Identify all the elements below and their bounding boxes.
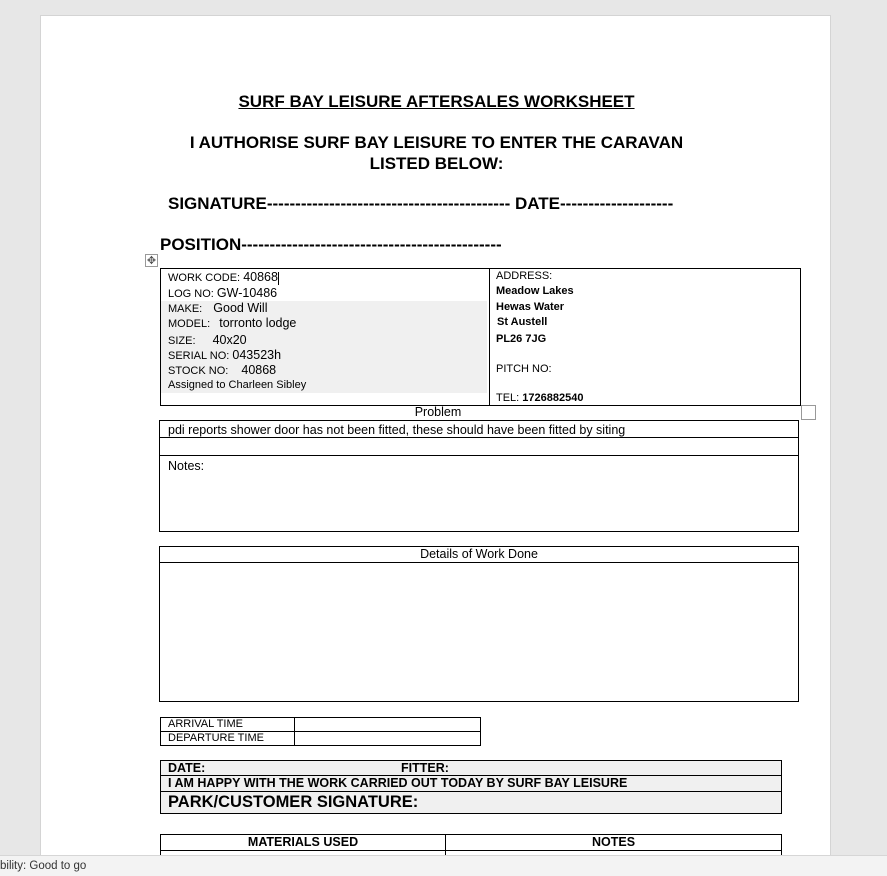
authorisation-line-2: LISTED BELOW: [369, 154, 504, 173]
signature-date-line: SIGNATURE------------------------------------------- DATE-------------------- [168, 194, 674, 213]
serial-value: 043523h [232, 348, 282, 362]
work-code-row: WORK CODE: 40868 [168, 270, 278, 284]
problem-heading: Problem [414, 405, 462, 419]
address-line-1: Meadow Lakes [496, 285, 574, 297]
work-done-table [159, 546, 799, 702]
work-code-value[interactable]: 40868 [243, 270, 278, 284]
size-row: SIZE: 40x20 [168, 333, 247, 347]
document-page [40, 15, 831, 860]
size-value: 40x20 [212, 333, 247, 347]
caravan-info-table [160, 268, 801, 406]
materials-used-header: MATERIALS USED [247, 835, 359, 849]
authorisation-line-1: I AUTHORISE SURF BAY LEISURE TO ENTER THE CARAVAN [189, 133, 684, 152]
tel-row: TEL: 1726882540 [496, 392, 584, 404]
tel-value: 1726882540 [522, 392, 584, 404]
log-no-row: LOG NO: GW-10486 [168, 286, 278, 300]
address-line-2: Hewas Water [496, 301, 565, 313]
time-table [160, 717, 481, 746]
document-title: SURF BAY LEISURE AFTERSALES WORKSHEET [238, 92, 635, 111]
address-line-4: PL26 7JG [496, 333, 547, 345]
make-value: Good Will [213, 301, 268, 315]
model-value: torronto lodge [219, 316, 297, 330]
problem-table [159, 420, 799, 532]
happy-statement: I AM HAPPY WITH THE WORK CARRIED OUT TODAY BY SURF BAY LEISURE [168, 776, 628, 790]
assigned-to: Assigned to Charleen Sibley [168, 379, 307, 391]
pitch-no-label: PITCH NO: [496, 363, 552, 375]
table-end-marker [801, 405, 816, 420]
stock-value: 40868 [241, 363, 277, 377]
work-done-heading: Details of Work Done [160, 547, 798, 563]
address-label: ADDRESS: [496, 270, 553, 282]
arrival-time-label: ARRIVAL TIME [168, 718, 243, 730]
date-label: DATE: [168, 761, 206, 775]
caravan-details [161, 269, 490, 405]
departure-time-label: DEPARTURE TIME [168, 732, 264, 744]
notes-label: Notes: [168, 459, 205, 473]
fitter-label: FITTER: [401, 761, 449, 775]
text-cursor [278, 272, 279, 285]
log-no-value: GW-10486 [216, 286, 278, 300]
move-icon[interactable]: ✥ [146, 255, 157, 267]
model-row: MODEL: torronto lodge [168, 316, 297, 330]
status-bar [0, 855, 887, 876]
problem-text[interactable]: pdi reports shower door has not been fitted, these should have been fitted by siting [168, 423, 626, 437]
stock-row: STOCK NO: 40868 [168, 363, 277, 377]
accessibility-status[interactable]: bility: Good to go [0, 860, 87, 872]
signoff-table [160, 760, 782, 814]
notes-header: NOTES [591, 835, 636, 849]
serial-row: SERIAL NO: 043523h [168, 348, 282, 362]
make-row: MAKE: Good Will [168, 301, 268, 315]
customer-signature-label: PARK/CUSTOMER SIGNATURE: [168, 793, 419, 811]
address-line-3: St Austell [497, 316, 548, 328]
authorisation-text [41, 132, 832, 174]
position-line: POSITION---------------------------------------------- [160, 235, 502, 254]
